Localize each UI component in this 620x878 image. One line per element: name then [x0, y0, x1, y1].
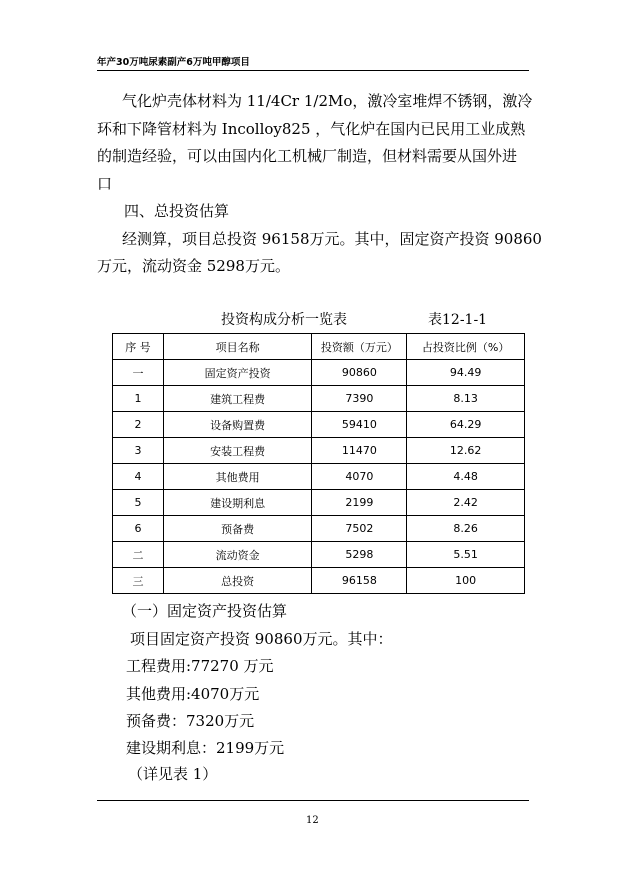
header-rule [97, 70, 529, 71]
table-cell: 3 [113, 438, 164, 464]
body-line-3: 的制造经验，可以由国内化工机械厂制造，但材料需要从国外进 [97, 147, 518, 165]
table-cell: 7502 [312, 516, 407, 542]
table-cell: 其他费用 [163, 464, 312, 490]
table-row [113, 386, 525, 412]
header-cell: 投资额（万元） [312, 334, 407, 360]
table-cell: 5 [113, 490, 164, 516]
table-cell: 安装工程费 [163, 438, 312, 464]
table-row [113, 412, 525, 438]
body-line-8: 工程费用:77270 万元 [126, 657, 274, 675]
table-cell: 100 [407, 568, 525, 594]
body-line-6: 万元，流动资金 5298万元。 [97, 257, 290, 275]
table-cell: 2.42 [407, 490, 525, 516]
body-line-7: 项目固定资产投资 90860万元。其中： [130, 630, 393, 648]
table-cell: 64.29 [407, 412, 525, 438]
page-number: 12 [306, 815, 319, 826]
document-header: 年产30万吨尿素副产6万吨甲醇项目 [97, 57, 250, 68]
table-row [113, 516, 525, 542]
table-cell: 2199 [312, 490, 407, 516]
table-cell: 11470 [312, 438, 407, 464]
footer-rule [97, 800, 529, 801]
body-line-12: （详见表 1） [128, 765, 218, 783]
table-cell: 96158 [312, 568, 407, 594]
table-cell: 5.51 [407, 542, 525, 568]
body-line-5: 经测算，项目总投资 96158万元。其中，固定资产投资 90860 [122, 230, 542, 248]
body-line-11: 建设期利息：2199万元 [126, 739, 285, 757]
table-header-row [113, 334, 525, 360]
table-cell: 二 [113, 542, 164, 568]
table-row [113, 542, 525, 568]
body-line-2: 环和下降管材料为 Incolloy825 ，气化炉在国内已民用工业成熟 [97, 120, 526, 138]
table-cell: 59410 [312, 412, 407, 438]
header-cell: 项目名称 [163, 334, 312, 360]
table-cell: 流动资金 [163, 542, 312, 568]
table-cell: 90860 [312, 360, 407, 386]
table-cell: 建筑工程费 [163, 386, 312, 412]
header-cell: 序 号 [113, 334, 164, 360]
table-cell: 总投资 [163, 568, 312, 594]
body-line-4: 口 [97, 175, 113, 193]
table-cell: 5298 [312, 542, 407, 568]
table-cell: 2 [113, 412, 164, 438]
table-row [113, 360, 525, 386]
table-cell: 一 [113, 360, 164, 386]
table-cell: 预备费 [163, 516, 312, 542]
table-cell: 1 [113, 386, 164, 412]
header-cell: 占投资比例（%） [407, 334, 525, 360]
table-row [113, 490, 525, 516]
table-row [113, 464, 525, 490]
table-row [113, 568, 525, 594]
subsection-title: （一）固定资产投资估算 [122, 602, 288, 620]
section-title: 四、总投资估算 [124, 202, 230, 220]
table-cell: 4070 [312, 464, 407, 490]
table-cell: 6 [113, 516, 164, 542]
table-cell: 7390 [312, 386, 407, 412]
body-line-1: 气化炉壳体材料为 11/4Cr 1/2Mo，激冷室堆焊不锈钢，激冷 [122, 92, 533, 110]
table-cell: 固定资产投资 [163, 360, 312, 386]
table-cell: 12.62 [407, 438, 525, 464]
table-title: 投资构成分析一览表 [221, 312, 347, 328]
table-cell: 4 [113, 464, 164, 490]
table-cell: 4.48 [407, 464, 525, 490]
investment-table [112, 333, 525, 594]
body-line-10: 预备费：7320万元 [126, 712, 255, 730]
table-cell: 94.49 [407, 360, 525, 386]
body-line-9: 其他费用:4070万元 [126, 685, 260, 703]
table-cell: 设备购置费 [163, 412, 312, 438]
table-cell: 建设期利息 [163, 490, 312, 516]
table-cell: 三 [113, 568, 164, 594]
table-row [113, 438, 525, 464]
table-cell: 8.26 [407, 516, 525, 542]
table-cell: 8.13 [407, 386, 525, 412]
table-number: 表12-1-1 [428, 312, 488, 328]
